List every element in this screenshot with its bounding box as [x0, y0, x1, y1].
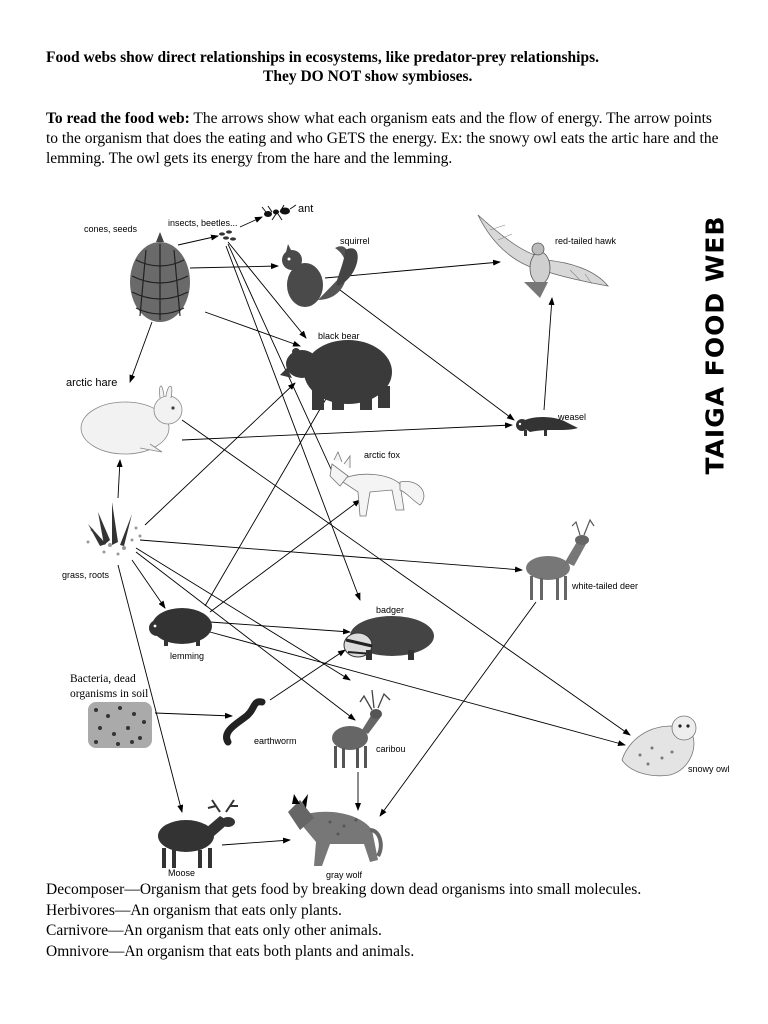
intro-line-2: They DO NOT show symbioses. — [263, 68, 473, 85]
arrow-bacteria-to-earthworm — [155, 713, 232, 716]
arrow-hare-to-owl — [182, 420, 630, 735]
diagram-title: TAIGA FOOD WEB — [700, 215, 730, 475]
label-bear: black bear — [318, 331, 360, 341]
label-deer: white-tailed deer — [572, 581, 639, 591]
label-grass: grass, roots — [62, 570, 110, 580]
label-caribou: caribou — [376, 744, 406, 754]
intro-line-1: Food webs show direct relationships in ecosystems, like predator-prey relationships. — [46, 49, 599, 66]
label-wolf: gray wolf — [326, 870, 363, 880]
arrow-weasel-to-hawk — [544, 298, 552, 410]
label-badger: badger — [376, 605, 405, 615]
label-moose: Moose — [168, 868, 196, 878]
arctic-fox-icon — [330, 452, 424, 516]
arrow-lemming-to-fox — [210, 500, 360, 612]
reading-label: To read the food web: — [46, 110, 190, 127]
label-fox: arctic fox — [364, 450, 401, 460]
badger-icon — [344, 616, 434, 660]
bacteria-icon — [88, 702, 152, 748]
arrow-moose-to-wolf — [222, 840, 290, 845]
reading-text: The arrows show what each organism eats and the flow of energy. The arrow points to the organism that does the eating and who GETS the energy. Ex: the snowy owl eats the artic hare and the lemming. The owl gets its energy from the hare and the lemming. — [46, 110, 719, 167]
gray-wolf-icon — [288, 794, 381, 866]
arrow-grass-to-deer — [140, 540, 522, 570]
label-bacteria-1: Bacteria, dead — [70, 673, 136, 685]
definition-omnivore: Omnivore—An organism that eats both plants and animals. — [46, 942, 415, 960]
label-cones: cones, seeds — [84, 224, 138, 234]
food-web-arrows — [118, 217, 630, 845]
arrow-lemming-to-badger — [210, 622, 350, 632]
label-insects: insects, beetles... — [168, 218, 238, 228]
label-owl: snowy owl — [688, 764, 730, 774]
pine-cone-icon — [130, 232, 190, 322]
label-lemming: lemming — [170, 651, 205, 661]
ant-icon — [262, 205, 296, 220]
label-ant: ant — [298, 203, 314, 215]
arrow-grass-to-hare — [118, 460, 120, 498]
arrow-cones-to-hare — [130, 322, 152, 382]
label-squirrel: squirrel — [340, 236, 370, 246]
label-bacteria-2: organisms in soil — [70, 688, 149, 700]
arrow-earthworm-to-bear — [270, 650, 345, 700]
caribou-icon — [332, 690, 390, 768]
grass-icon — [87, 502, 142, 556]
squirrel-icon — [282, 244, 358, 307]
insects-icon — [219, 230, 236, 240]
label-weasel: weasel — [558, 412, 587, 422]
moose-icon — [158, 800, 238, 868]
label-hawk: red-tailed hawk — [555, 236, 617, 246]
definition-herbivore: Herbivores—An organism that eats only plants. — [46, 901, 342, 919]
arrow-insects-to-ant — [240, 217, 262, 227]
label-earthworm: earthworm — [254, 736, 297, 746]
definition-decomposer: Decomposer—Organism that gets food by breaking down dead organisms into small molecules. — [46, 881, 642, 898]
snowy-owl-icon — [622, 716, 696, 776]
hawk-icon — [478, 215, 608, 298]
arrow-cones-to-insects — [178, 236, 218, 245]
lemming-icon — [149, 608, 212, 646]
black-bear-icon — [280, 340, 392, 410]
arrow-lemming-to-bear — [205, 392, 330, 606]
arctic-hare-icon — [81, 386, 182, 454]
arrow-grass-to-lemming — [132, 560, 165, 608]
label-hare: arctic hare — [66, 377, 118, 389]
arrow-hare-to-weasel — [182, 425, 512, 440]
definitions — [46, 880, 746, 962]
definition-carnivore: Carnivore—An organism that eats only other animals. — [46, 922, 382, 939]
